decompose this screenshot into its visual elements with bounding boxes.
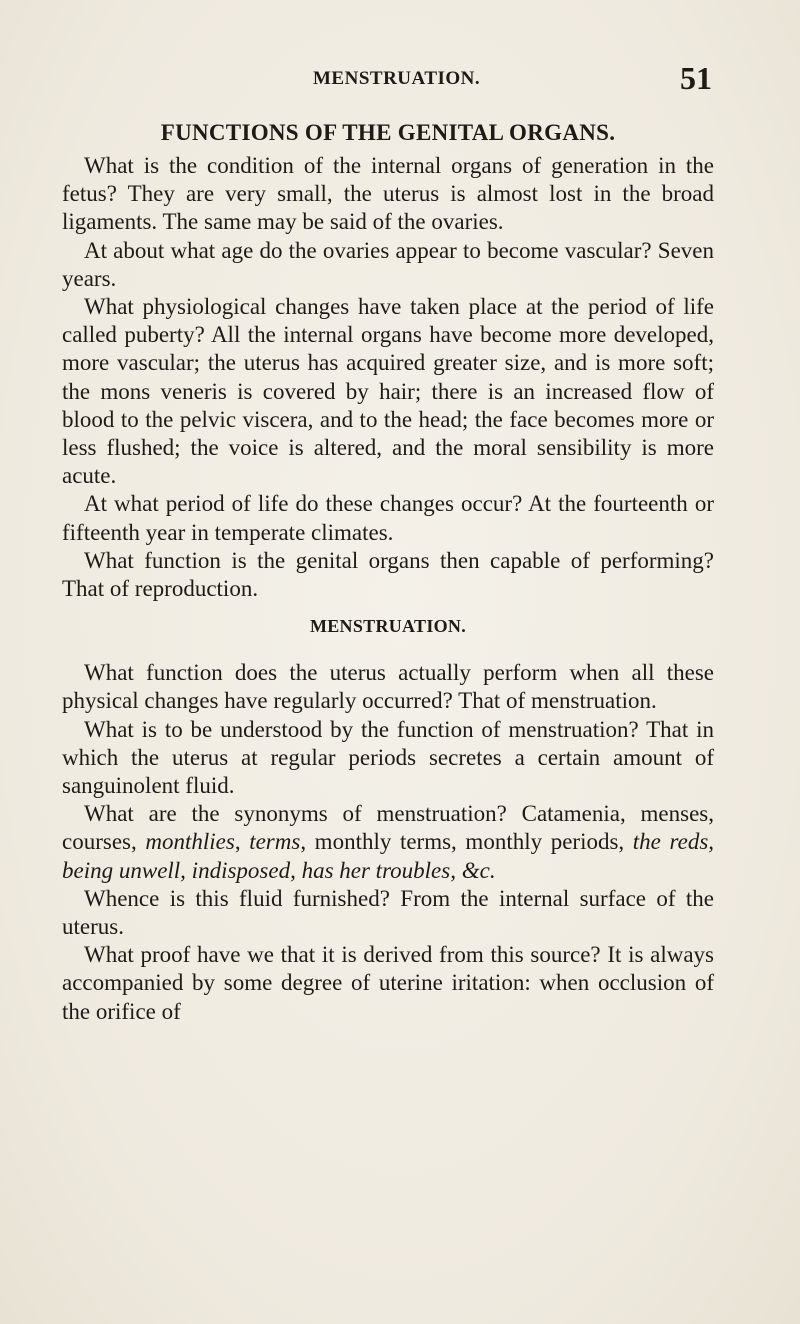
paragraph: What function is the genital organs then capable of performing? That of reproduction. bbox=[62, 547, 714, 602]
paragraph: What physiological changes have taken place at the period of life called puberty? All the internal organs have become more developed, more vascular; the uterus has acquired greater size, and is more soft; the mons veneris is covered by hair; there is an increased flow of blood to the pelvic viscera, and to the head; the face becomes more or less flushed; the voice is altered, and the moral sensibility is more acute. bbox=[62, 294, 714, 489]
synonyms-question: What are the synonyms of menstruation? Catamenia, menses, courses, bbox=[62, 801, 714, 855]
paragraph: Whence is this fluid furnished? From the internal surface of the uterus. bbox=[62, 885, 714, 940]
running-head bbox=[0, 60, 800, 108]
paragraph: At what period of life do these changes occur? At the fourteenth or fifteenth year in temperate climates. bbox=[62, 491, 714, 545]
running-head-title: MENSTRUATION. bbox=[313, 68, 481, 89]
synonym-italic: terms bbox=[249, 829, 301, 855]
paragraph: What proof have we that it is derived from this source? It is always accompanied by some degree of uterine iritation: when occlusion of the orifice of bbox=[62, 942, 714, 1024]
synonym-separator: , bbox=[234, 829, 241, 855]
body-text bbox=[62, 118, 714, 1026]
section-heading-menstruation: MENSTRUATION. bbox=[309, 616, 467, 637]
paragraph: At about what age do the ovaries appear to become vascular? Seven years. bbox=[62, 237, 714, 291]
paragraph: What is to be understood by the function of menstruation? That in which the uterus at regular periods secretes a certain amount of sanguinolent fluid. bbox=[62, 716, 714, 799]
paragraph: What is the condition of the internal organs of generation in the fetus? They are very small, the uterus is almost lost in the broad ligaments. The same may be said of the ovaries. bbox=[62, 153, 714, 235]
page-number: 51 bbox=[680, 60, 712, 96]
synonym-plain: , monthly terms, monthly periods, bbox=[300, 829, 625, 855]
paragraph: What function does the uterus actually perform when all these physical changes have regularly occurred? That of menstruation. bbox=[62, 660, 714, 714]
synonym-italic: the reds, being unwell, indisposed, has her troubles, &c. bbox=[62, 829, 715, 883]
synonym-italic: monthlies bbox=[145, 829, 235, 855]
section-heading-genital-organs: FUNCTIONS OF THE GENITAL ORGANS. bbox=[160, 120, 616, 145]
paragraph-synonyms bbox=[62, 800, 714, 885]
